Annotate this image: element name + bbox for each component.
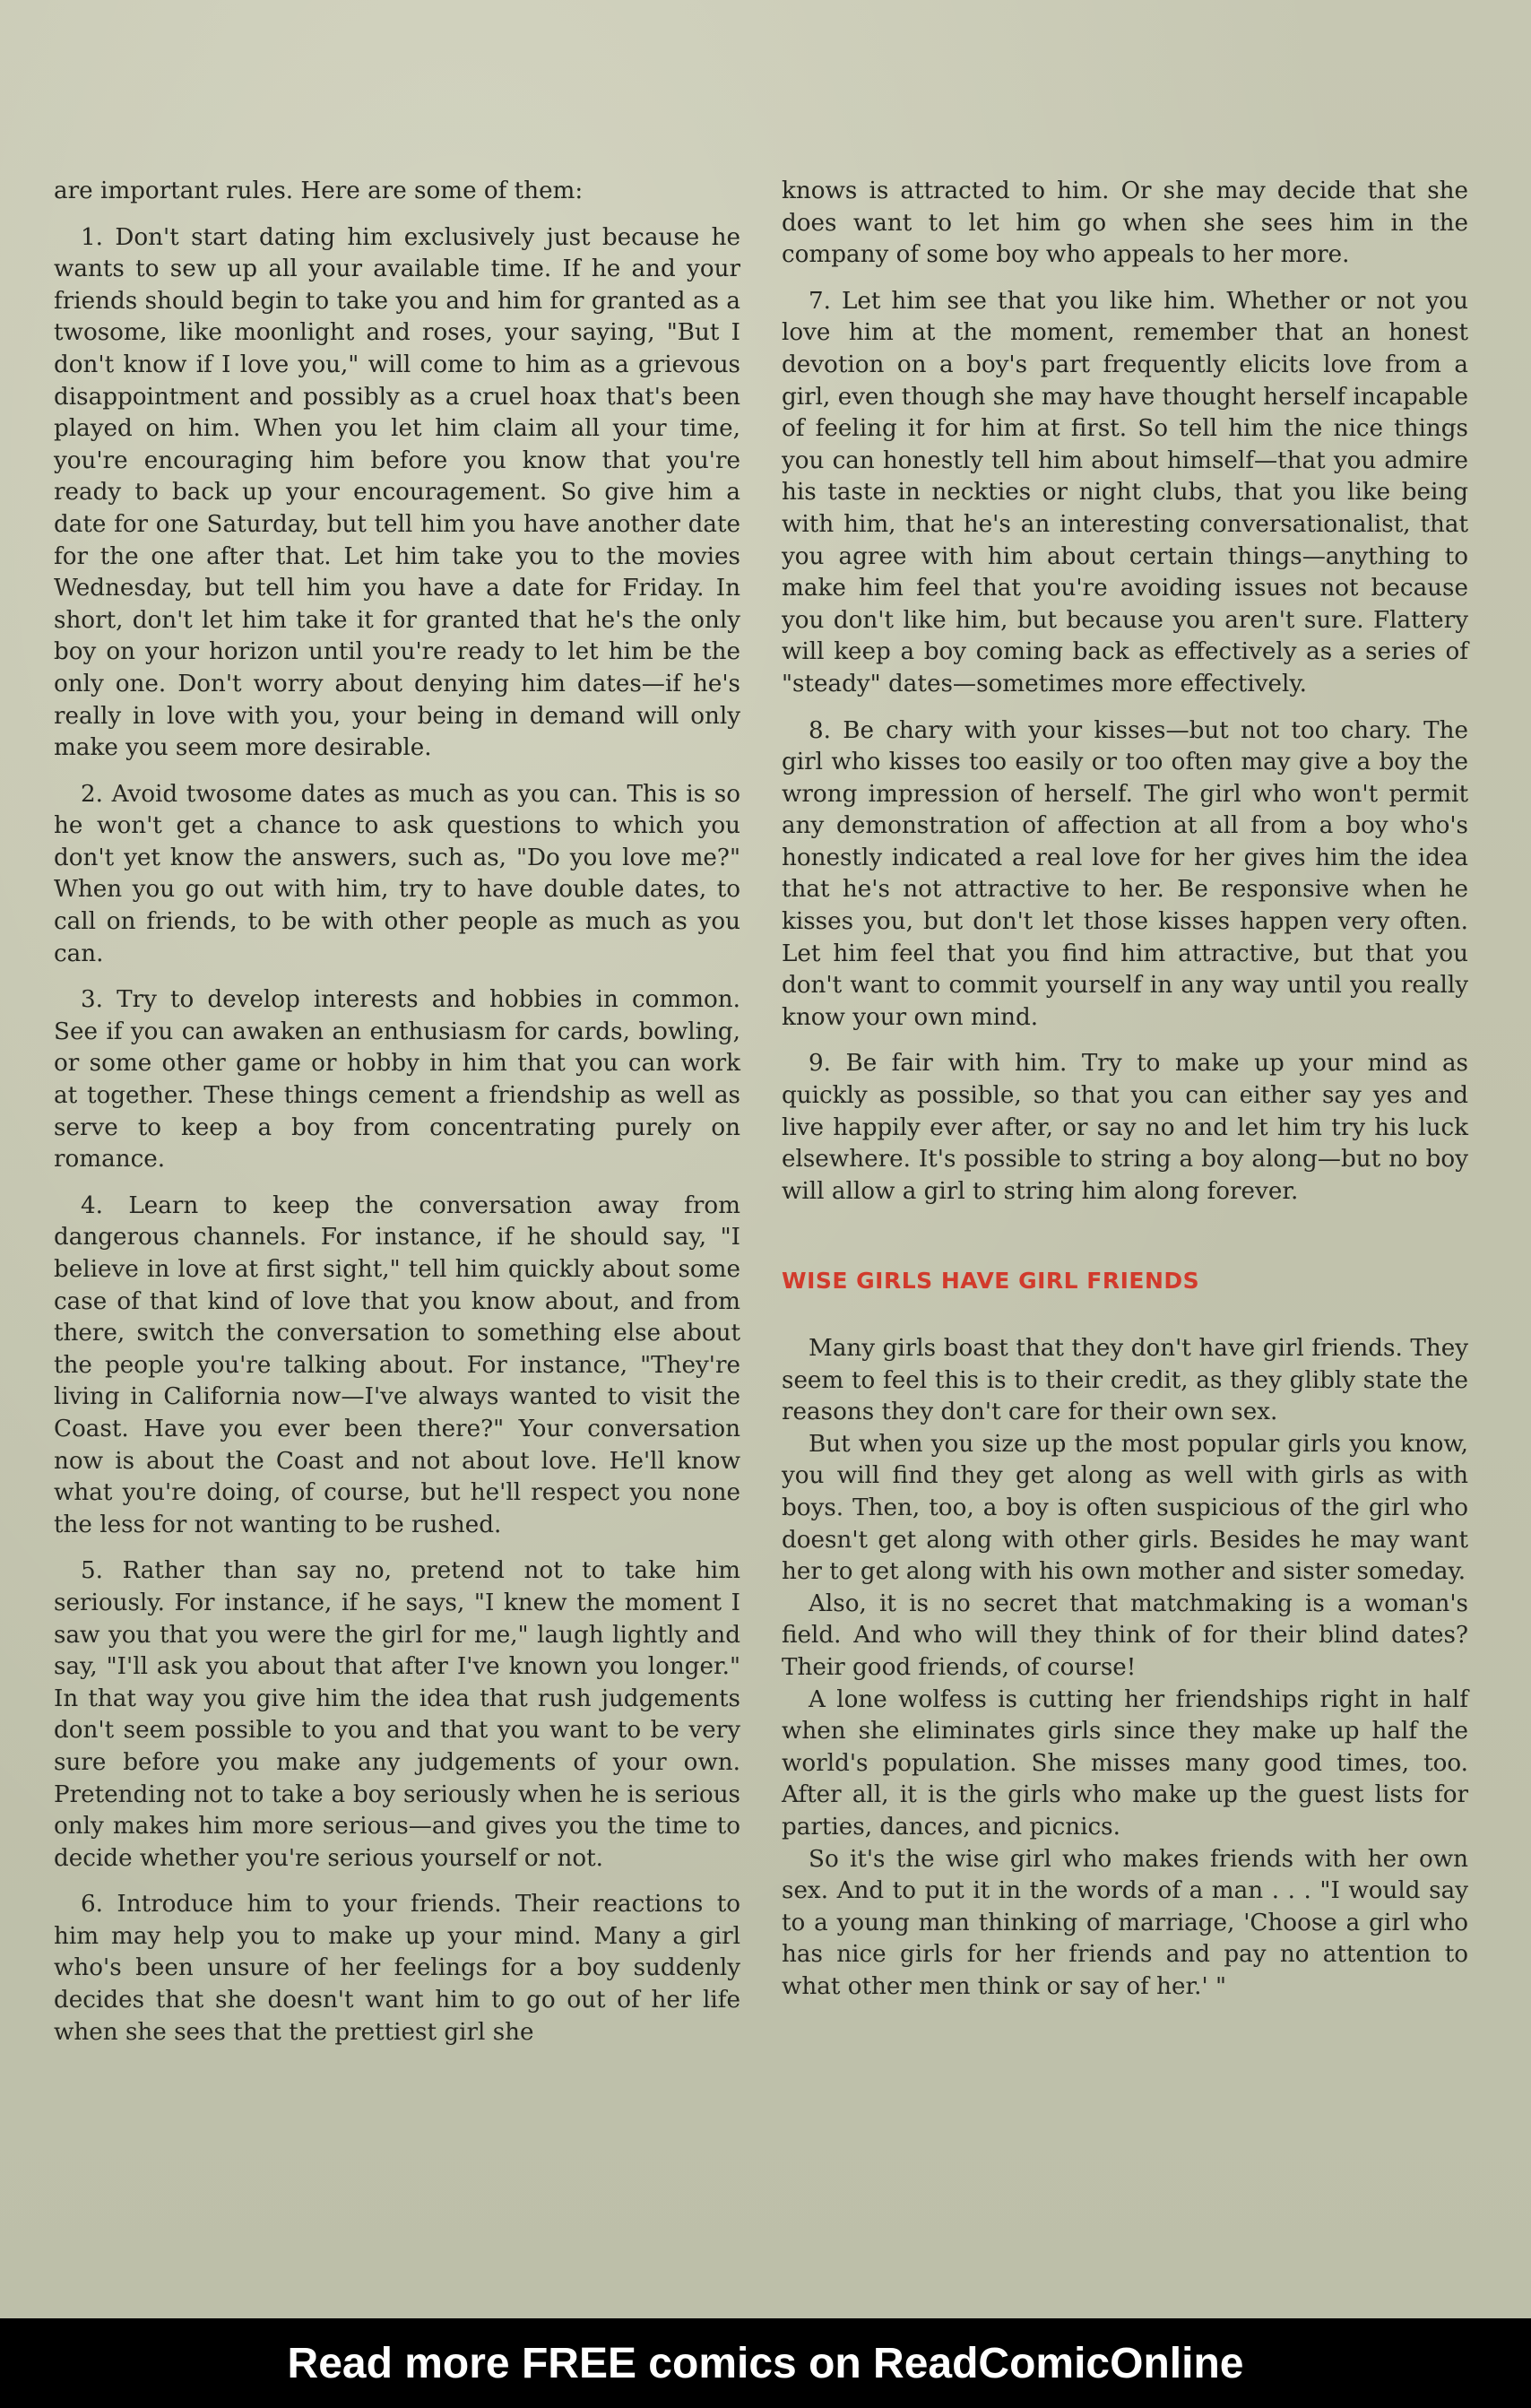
rule-6-paragraph: 6. Introduce him to your friends. Their reactions to him may help you to make up your mind. Many a girl who's been unsure of her feelings for a boy suddenly decides that she doesn't want him to go out of her life when she sees that the prettiest girl she (54, 1891, 740, 2046)
section-paragraph: Many girls boast that they don't have girl friends. They seem to feel this is to their credit, as they glibly state the reasons they don't care for their own sex. (782, 1335, 1468, 1426)
footer-banner (0, 2318, 1531, 2408)
rule-3-paragraph: 3. Try to develop interests and hobbies in common. See if you can awaken an enthusiasm for cards, bowling, or some other game or hobby in him that you can work at together. These things cement a friendship as well as serve to keep a boy from concentrating purely on romance. (54, 986, 740, 1174)
read-more-link[interactable]: Read more FREE comics on ReadComicOnline (287, 2339, 1244, 2387)
section-paragraph: So it's the wise girl who makes friends with her own sex. And to put it in the words of a man . . . "I would say to a young man thinking of marriage, 'Choose a girl who has nice girls for her friends and pay no attention to what other men think or say of her.' " (782, 1845, 1468, 2000)
rule-8-paragraph: 8. Be chary with your kisses—but not too chary. The girl who kisses too easily or too often may give a boy the wrong impression of herself. The girl who won't permit any demonstration of affection at all from a boy who's honestly indicated a real love for her gives him the idea that he's not attractive to her. Be responsive when he kisses you, but don't let those kisses happen very often. Let him feel that you find him attractive, but that you don't want to commit yourself in any way until you really know your own mind. (782, 716, 1468, 1031)
article-paragraph: are important rules. Here are some of them: (54, 178, 584, 204)
section-paragraph: Also, it is no secret that matchmaking is a woman's field. And who will they think of for their blind dates? Their good friends, of course! (782, 1589, 1468, 1681)
rule-7-paragraph: 7. Let him see that you like him. Whether or not you love him at the moment, remember that an honest devotion on a boy's part frequently elicits love from a girl, even though she may have thought herself incapable of feeling it for him at first. So tell him the nice things you can honestly tell him about himself—that you admire his taste in neckties or night clubs, that you like being with him, that he's an interesting conversationalist, that you agree with him about certain things—anything to make him feel that you're avoiding issues not because you don't like him, but because you aren't sure. Flattery will keep a boy coming back as effectively as a series of "steady" dates—sometimes more effectively. (782, 287, 1468, 697)
rule-9-paragraph: 9. Be fair with him. Try to make up your mind as quickly as possible, so that you can either say yes and live happily ever after, or say no and let him try his luck elsewhere. It's possible to string a boy along—but no boy will allow a girl to string him along forever. (782, 1050, 1468, 1205)
rule-1-paragraph: 1. Don't start dating him exclusively just because he wants to sew up all your available time. If he and your friends should begin to take you and him for granted as a twosome, like moonlight and roses, your saying, "But I don't know if I love you," will come to him as a grievous disappointment and possibly as a cruel hoax that's been played on him. When you let him claim all your time, you're encouraging him before you know that you're ready to back up your encouragement. So give him a date for one Saturday, but tell him you have another date for the one after that. Let him take you to the movies Wednesday, but tell him you have a date for Friday. In short, don't let him take it for granted that he's the only boy on your horizon until you're ready to let him be the only one. Don't worry about denying him dates—if he's really in love with you, your being in demand will only make you seem more desirable. (54, 223, 740, 762)
rule-2-paragraph: 2. Avoid twosome dates as much as you can. This is so he won't get a chance to ask questions to which you don't yet know the answers, such as, "Do you love me?" When you go out with him, try to have double dates, to call on friends, to be with other people as much as you can. (54, 780, 740, 967)
section-paragraph: But when you size up the most popular girls you know, you will find they get along as well with girls as with boys. Then, too, a boy is often suspicious of the girl who doesn't get along with other girls. Besides he may want her to get along with his own mother and sister someday. (782, 1430, 1468, 1586)
left-column (54, 176, 740, 2049)
right-column (782, 176, 1468, 2003)
rule-4-paragraph: 4. Learn to keep the conversation away from dangerous channels. For instance, if he should say, "I believe in love at first sight," tell him quickly about some case of that kind of love that you know about, and from there, switch the conversation to something else about the people you're talking about. For instance, "They're living in California now—I've always wanted to visit the Coast. Have you ever been there?" Your conversation now is about the Coast and not about love. He'll know what you're doing, of course, but he'll respect you none the less for not wanting to be rushed. (54, 1191, 740, 1538)
article-paragraph: knows is attracted to him. Or she may decide that she does want to let him go when she sees him in the company of some boy who appeals to her more. (782, 178, 1468, 269)
rule-5-paragraph: 5. Rather than say no, pretend not to take him seriously. For instance, if he says, "I knew the moment I saw you that you were the girl for me," laugh lightly and say, "I'll ask you about that after I've known you longer." In that way you give him the idea that rush judgements don't seem possible to you and that you want to be very sure before you make any judgements of your own. Pretending not to take a boy seriously when he is serious only makes him more serious—and gives you the time to decide whether you're serious yourself or not. (54, 1557, 740, 1872)
section-paragraph: A lone wolfess is cutting her friendships right in half when she eliminates girls since they make up half the world's population. She misses many good times, too. After all, it is the girls who make up the guest lists for parties, dances, and picnics. (782, 1685, 1468, 1841)
section-heading: WISE GIRLS HAVE GIRL FRIENDS (782, 1268, 1200, 1295)
